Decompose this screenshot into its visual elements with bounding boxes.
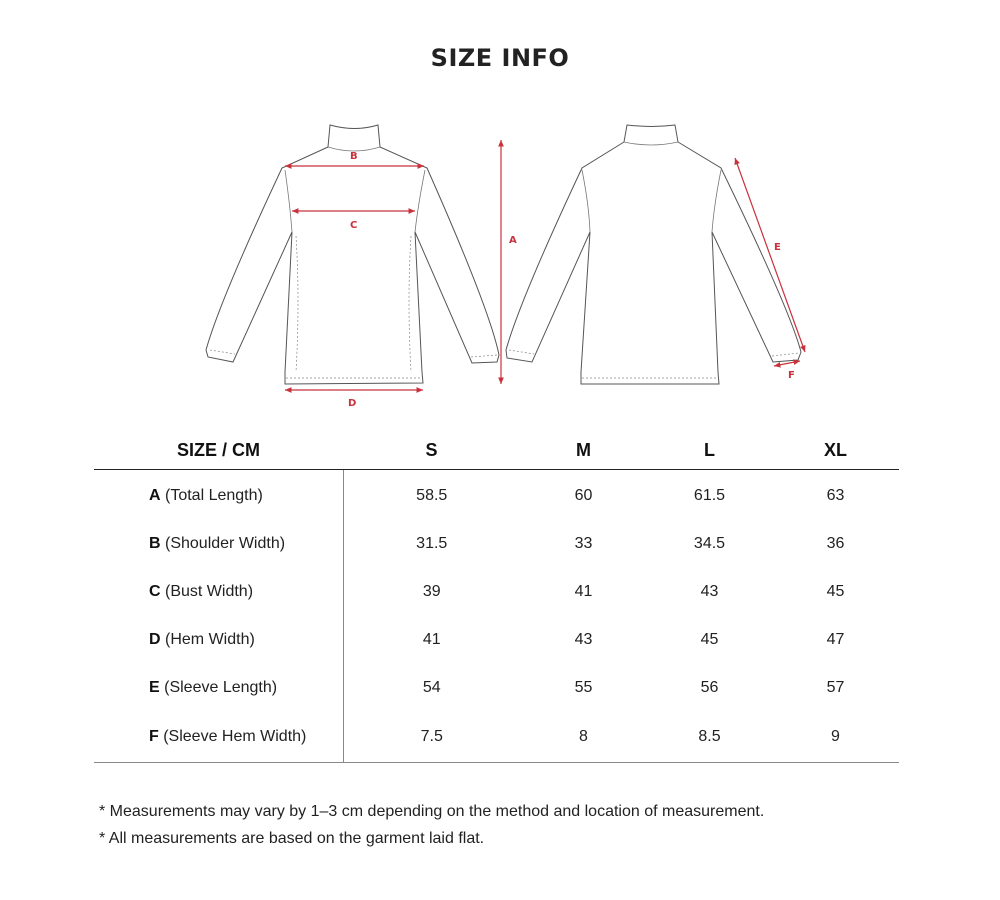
header-size-cm: SIZE / CM [94, 431, 343, 470]
back-garment [506, 125, 805, 384]
footnote-laid-flat: * All measurements are based on the garment laid flat. [99, 830, 485, 847]
cell-value: 43 [574, 631, 593, 648]
measure-code: C [149, 583, 161, 600]
cell-value: 41 [422, 631, 441, 648]
row-label [94, 568, 343, 616]
cell-value: 45 [826, 583, 845, 600]
cell-value: 8 [520, 712, 647, 763]
measure-name: (Bust Width) [160, 583, 254, 600]
measure-label-b: B [350, 151, 358, 162]
table-row [94, 712, 899, 763]
measure-name: (Hem Width) [160, 631, 255, 648]
cell-value: 36 [826, 535, 845, 552]
table-row [94, 470, 899, 521]
footnote-measurement-variance: * Measurements may vary by 1–3 cm depending on the method and location of measurement. [99, 803, 765, 820]
cell-value: 43 [700, 583, 719, 600]
size-diagram [0, 0, 1000, 420]
footnotes [99, 798, 764, 852]
measure-code: E [149, 679, 160, 696]
measure-code: D [149, 631, 161, 648]
cell-value: 58.5 [416, 487, 448, 504]
cell-value: 34.5 [693, 535, 726, 552]
measure-label-e: E [774, 242, 781, 253]
cell-value: 56 [700, 679, 719, 696]
cell-value: 61.5 [693, 487, 726, 504]
cell-value: 41 [574, 583, 593, 600]
cell-value: 39 [422, 583, 441, 600]
cell-value: 55 [574, 679, 593, 696]
row-label [94, 712, 343, 763]
cell-value: 9 [772, 712, 899, 763]
page-title: SIZE INFO [430, 44, 570, 72]
size-table [94, 431, 899, 763]
front-garment [206, 125, 517, 409]
table-row [94, 568, 899, 616]
cell-value: 7.5 [343, 712, 520, 763]
measure-code: B [149, 535, 161, 552]
table-header-row [94, 431, 899, 470]
cell-value: 54 [422, 679, 441, 696]
header-size-l: L [647, 431, 772, 470]
table-row [94, 520, 899, 568]
measure-label-a: A [509, 235, 517, 246]
table-row [94, 664, 899, 712]
measure-code: A [149, 487, 161, 504]
header-size-s: S [343, 431, 520, 470]
row-label [94, 520, 343, 568]
cell-value: 45 [700, 631, 719, 648]
cell-value: 33 [574, 535, 593, 552]
measure-name: (Sleeve Length) [159, 679, 278, 696]
measure-label-d: D [348, 398, 357, 409]
row-label [94, 470, 343, 521]
cell-value: 60 [574, 487, 593, 504]
cell-value: 47 [826, 631, 845, 648]
measure-label-c: C [350, 220, 358, 231]
measure-name: (Sleeve Hem Width) [158, 728, 307, 745]
measure-label-f: F [788, 370, 795, 381]
cell-value: 31.5 [416, 535, 448, 552]
measure-name: (Total Length) [160, 487, 263, 504]
table-row [94, 616, 899, 664]
row-label [94, 616, 343, 664]
header-size-m: M [520, 431, 647, 470]
cell-value: 63 [826, 487, 845, 504]
measure-code: F [149, 728, 159, 745]
measure-name: (Shoulder Width) [160, 535, 286, 552]
header-size-xl: XL [772, 431, 899, 470]
row-label [94, 664, 343, 712]
cell-value: 8.5 [647, 712, 772, 763]
cell-value: 57 [826, 679, 845, 696]
